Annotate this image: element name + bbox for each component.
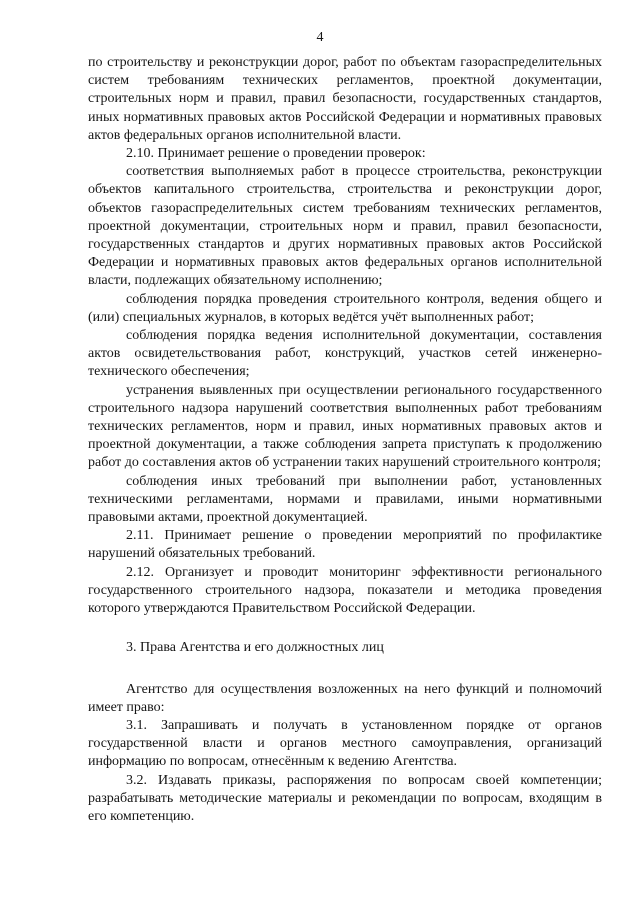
paragraph-3-1: 3.1. Запрашивать и получать в установленном порядке от органов государственной власти и органов местного самоуправления, организаций информацию по вопросам, отнесённым к ведению Агентства.: [88, 717, 602, 770]
paragraph-2-10-elimination-of-violations: устранения выявленных при осуществлении регионального государственного строительного надзора нарушений соответствия выполненных работ требованиям технических регламентов, норм и правил, иных нормативных правовых актов и проектной документации, а также соблюдения запрета приступать к продолжению работ до составления актов об устранении таких нарушений строительного контроля;: [88, 382, 602, 471]
paragraph-2-10-compliance: соответствия выполняемых работ в процессе строительства, реконструкции объектов капитального строительства, строительства и реконструкции дорог, объектов газораспределительных систем требованиям технических регламентов, проектной документации, строительных норм и правил, правил безопасности, государственных стандартов и других нормативных правовых актов Российской Федерации и нормативных правовых актов федеральных органов исполнительной власти, подлежащих обязательному исполнению;: [88, 164, 602, 289]
document-body: [88, 54, 602, 826]
section-3-heading: 3. Права Агентства и его должностных лиц: [126, 640, 384, 656]
paragraph-2-12: 2.12. Организует и проводит мониторинг эффективности регионального государственного строительного надзора, показатели и методика проведения которого утверждаются Правительством Российской Федерации.: [88, 564, 602, 617]
paragraph-continuation: по строительству и реконструкции дорог, работ по объектам газораспределительных систем требованиям технических регламентов, проектной документации, строительных норм и правил, правил безопасности, государственных стандартов, иных нормативных правовых актов Российской Федерации и нормативных правовых актов федеральных органов исполнительной власти.: [88, 55, 602, 143]
paragraph-3-intro: Агентство для осуществления возложенных на него функций и полномочий имеет право:: [88, 681, 602, 715]
paragraph-3-2: 3.2. Издавать приказы, распоряжения по вопросам своей компетенции; разрабатывать методические материалы и рекомендации по вопросам, входящим в его компетенцию.: [88, 772, 602, 824]
page-number: 4: [316, 30, 324, 45]
paragraph-2-10: 2.10. Принимает решение о проведении проверок:: [126, 146, 426, 162]
paragraph-2-11: 2.11. Принимает решение о проведении мероприятий по профилактике нарушений обязательных требований.: [88, 528, 602, 562]
paragraph-2-10-executive-documentation: соблюдения порядка ведения исполнительной документации, составления актов освидетельствования работ, конструкций, участков сетей инженерно-технического обеспечения;: [88, 328, 602, 380]
paragraph-2-10-other-requirements: соблюдения иных требований при выполнении работ, установленных техническими регламентами, нормами и правилами, иными нормативными правовыми актами, проектной документацией.: [88, 473, 602, 526]
paragraph-2-10-construction-control: соблюдения порядка проведения строительного контроля, ведения общего и (или) специальных журналов, в которых ведётся учёт выполненных работ;: [88, 291, 602, 325]
